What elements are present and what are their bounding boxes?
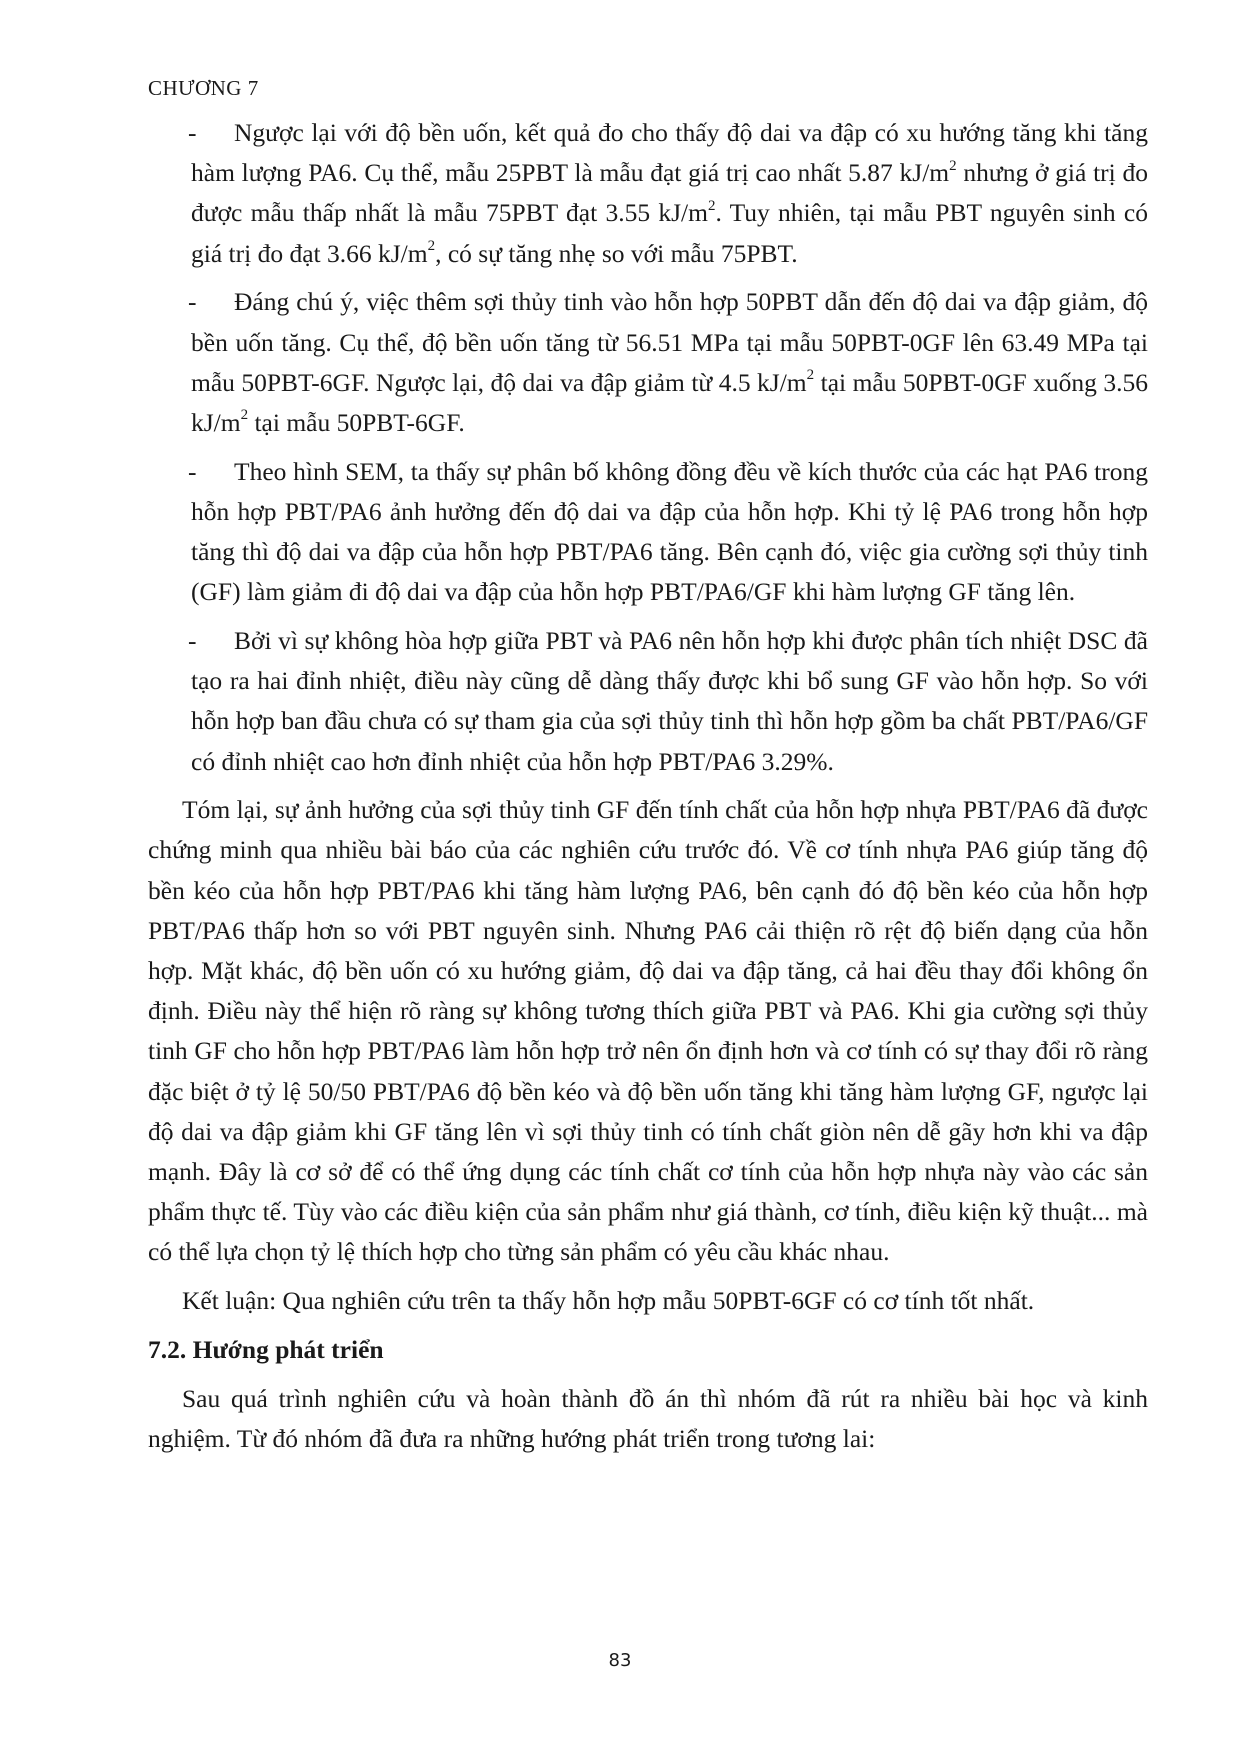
bullet-text — [191, 282, 1148, 443]
section-intro-paragraph: Sau quá trình nghiên cứu và hoàn thành đồ án thì nhóm đã rút ra nhiều bài học và kinh nghiệm. Từ đó nhóm đã đưa ra những hướng phát triển trong tương lai: — [148, 1384, 1148, 1454]
bullet-dash: - — [188, 456, 197, 486]
page-number: 83 — [608, 1650, 632, 1671]
bullet-item — [148, 113, 1148, 274]
chapter-header: CHƯƠNG 7 — [148, 76, 259, 100]
text-run: Ngược lại với độ bền uốn, kết quả đo cho thấy độ dai va đập có xu hướng tăng khi tăng hàm lượng PA6. Cụ thể, mẫu 25PBT là mẫu đạt giá trị cao nhất 5.87 kJ/m — [191, 118, 1148, 188]
body-text — [148, 113, 1148, 1468]
text-run: tại mẫu 50PBT-0GF xuống 3.56 kJ/m — [191, 367, 1149, 437]
bullet-text: Theo hình SEM, ta thấy sự phân bố không đồng đều về kích thước của các hạt PA6 trong hỗn hợp PBT/PA6 ảnh hưởng đến độ dai va đập của hỗn hợp. Khi tỷ lệ PA6 trong hỗn hợp tăng thì độ dai va đập của hỗn hợp PBT/PA6 tăng. Bên cạnh đó, việc gia cường sợi thủy tinh (GF) làm giảm đi độ dai va đập của hỗn hợp PBT/PA6/GF khi hàm lượng GF tăng lên. — [191, 456, 1148, 607]
superscript: 2 — [707, 197, 716, 214]
text-run: . Tuy nhiên, tại mẫu PBT nguyên sinh có giá trị đo đạt 3.66 kJ/m — [191, 198, 1148, 268]
superscript: 2 — [240, 407, 249, 424]
section-heading: 7.2. Hướng phát triển — [148, 1334, 384, 1364]
conclusion-paragraph: Kết luận: Qua nghiên cứu trên ta thấy hỗn hợp mẫu 50PBT-6GF có cơ tính tốt nhất. — [182, 1286, 1035, 1316]
superscript: 2 — [949, 157, 957, 174]
text-run: Đáng chú ý, việc thêm sợi thủy tinh vào hỗn hợp 50PBT dẫn đến độ dai va đập giảm, độ bền uốn tăng. Cụ thể, độ bền uốn tăng từ 56.51 MPa tại mẫu 50PBT-0GF lên 63.49 MPa tại mẫu 50PBT-6GF. Ngược lại, độ dai va đập giảm từ 4.5 kJ/m — [191, 287, 1148, 397]
text-run: , có sự tăng nhẹ so với mẫu 75PBT. — [435, 238, 798, 268]
superscript: 2 — [427, 238, 436, 255]
bullet-dash: - — [188, 625, 197, 655]
bullet-dash: - — [188, 118, 197, 147]
summary-paragraph: Tóm lại, sự ảnh hưởng của sợi thủy tinh GF đến tính chất của hỗn hợp nhựa PBT/PA6 đã được chứng minh qua nhiều bài báo của các nghiên cứu trước đó. Về cơ tính nhựa PA6 giúp tăng độ bền kéo của hỗn hợp PBT/PA6 khi tăng hàm lượng PA6, bên cạnh đó độ bền kéo của hỗn hợp PBT/PA6 thấp hơn so với PBT nguyên sinh. Nhưng PA6 cải thiện rõ rệt độ biến dạng của hỗn hợp. Mặt khác, độ bền uốn có xu hướng giảm, độ dai va đập tăng, cả hai đều thay đổi không ổn định. Điều này thể hiện rõ ràng sự không tương thích giữa PBT và PA6. Khi gia cường sợi thủy tinh GF cho hỗn hợp PBT/PA6 làm hỗn hợp trở nên ổn định hơn và cơ tính có sự thay đổi rõ ràng đặc biệt ở tỷ lệ 50/50 PBT/PA6 độ bền kéo và độ bền uốn tăng khi tăng hàm lượng GF, ngược lại độ dai va đập giảm khi GF tăng lên vì sợi thủy tinh có tính chất giòn nên dễ gãy hơn khi va đập mạnh. Đây là cơ sở để có thể ứng dụng các tính chất cơ tính của hỗn hợp nhựa này vào các sản phẩm thực tế. Tùy vào các điều kiện của sản phẩm như giá thành, cơ tính, điều kiện kỹ thuật... mà có thể lựa chọn tỷ lệ thích hợp cho từng sản phẩm có yêu cầu khác nhau. — [148, 795, 1148, 1267]
bullet-dash: - — [188, 287, 197, 317]
bullet-item — [148, 621, 1148, 782]
bullet-text — [191, 113, 1148, 274]
text-run: tại mẫu 50PBT-6GF. — [248, 407, 465, 437]
bullet-text: Bởi vì sự không hòa hợp giữa PBT và PA6 nên hỗn hợp khi được phân tích nhiệt DSC đã tạo ra hai đỉnh nhiệt, điều này cũng dễ dàng thấy được khi bổ sung GF vào hỗn hợp. So với hỗn hợp ban đầu chưa có sự tham gia của sợi thủy tinh thì hỗn hợp gồm ba chất PBT/PA6/GF có đỉnh nhiệt cao hơn đỉnh nhiệt của hỗn hợp PBT/PA6 3.29%. — [191, 625, 1148, 776]
superscript: 2 — [806, 367, 815, 384]
bullet-item — [148, 452, 1148, 613]
bullet-item — [148, 282, 1148, 443]
text-run: nhưng ở giá trị đo được mẫu thấp nhất là mẫu 75PBT đạt 3.55 kJ/m — [191, 158, 1148, 228]
